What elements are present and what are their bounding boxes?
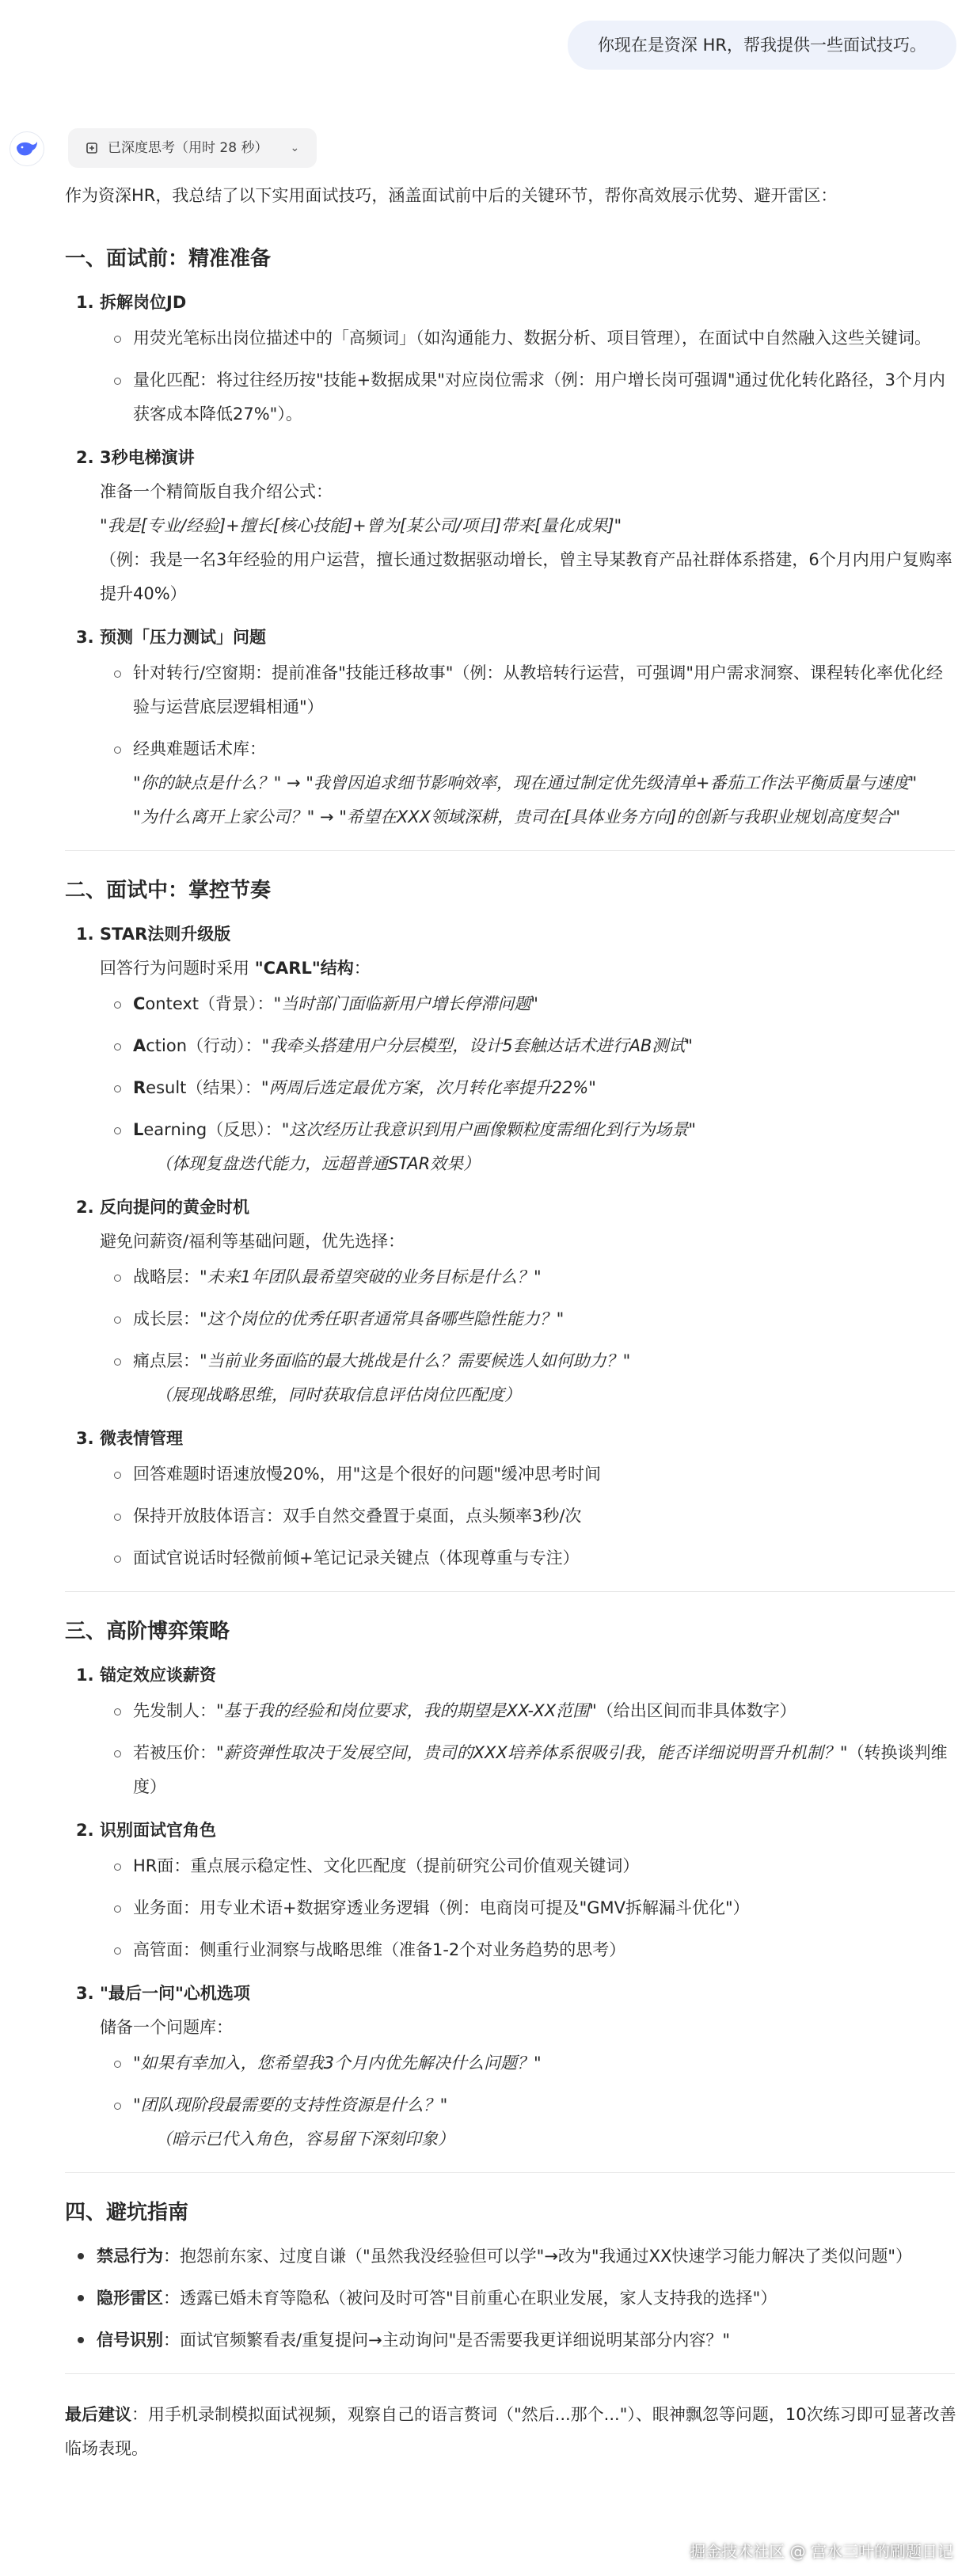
sub-item-label: 战略层： xyxy=(133,1267,200,1286)
whale-logo-icon xyxy=(15,139,39,158)
assistant-response xyxy=(65,179,960,2466)
carl-letter: A xyxy=(133,1036,146,1055)
sub-item: 高管面：侧重行业洞察与战略思维（准备1-2个对业务趋势的思考） xyxy=(112,1933,960,1967)
carl-example: "我牵头搭建用户分层模型，设计5套触达话术进行AB测试" xyxy=(261,1036,693,1055)
lead-bold: "CARL"结构 xyxy=(254,959,354,978)
lead-text: 回答行为问题时采用 xyxy=(100,959,255,978)
sub-item xyxy=(112,1694,960,1728)
note-inline: （给出区间而非具体数字） xyxy=(596,1701,796,1720)
sub-item xyxy=(112,1260,960,1294)
sub-item: HR面：重点展示稳定性、文化匹配度（提前研究公司价值观关键词） xyxy=(112,1849,960,1883)
carl-label: ction（行动）： xyxy=(146,1036,262,1055)
sub-item xyxy=(112,1029,960,1063)
item-number: 1. xyxy=(76,293,94,312)
item-number: 2. xyxy=(76,1198,94,1217)
question-text: "当前业务面临的最大挑战是什么？需要候选人如何助力？" xyxy=(200,1351,631,1370)
item-title: STAR法则升级版 xyxy=(100,925,231,944)
carl-letter: R xyxy=(133,1078,146,1097)
section-heading: 四、避坑指南 xyxy=(65,2201,189,2225)
sub-list xyxy=(100,1694,960,1804)
quote-text: "基于我的经验和岗位要求，我的期望是XX-XX范围" xyxy=(216,1701,597,1720)
list-item xyxy=(76,621,960,834)
final-advice xyxy=(65,2398,960,2466)
item-number: 1. xyxy=(76,1666,94,1685)
formula-text: "我是[专业/经验]+擅长[核心技能]+曾为[某公司/项目]带来[量化成果]" xyxy=(100,516,622,535)
chevron-down-icon: ⌄ xyxy=(290,141,300,154)
sub-item: 业务面：用专业术语+数据穿透业务逻辑（例：电商岗可提及"GMV拆解漏斗优化"） xyxy=(112,1891,960,1925)
paragraph xyxy=(100,952,960,986)
divider xyxy=(65,1591,955,1592)
thinking-label: 已深度思考（用时 28 秒） xyxy=(108,139,268,156)
final-advice-label: 最后建议 xyxy=(65,2405,131,2424)
paragraph: 避免问薪资/福利等基础问题，优先选择： xyxy=(100,1232,405,1251)
sub-item xyxy=(112,1071,960,1105)
item-number: 3. xyxy=(76,628,94,647)
sub-item-label: 成长层： xyxy=(133,1309,200,1328)
section-heading: 三、高阶博弈策略 xyxy=(65,1620,230,1643)
item-title: 锚定效应谈薪资 xyxy=(100,1666,216,1685)
item-label: 信号识别 xyxy=(97,2331,163,2350)
list-item xyxy=(76,2323,960,2358)
list-item xyxy=(76,1977,960,2156)
sub-item: 用荧光笔标出岗位描述中的「高频词」（如沟通能力、数据分析、项目管理），在面试中自然融入这些关键词。 xyxy=(112,321,960,355)
item-number: 1. xyxy=(76,925,94,944)
list-item xyxy=(76,2282,960,2316)
sub-item: 回答难题时语速放慢20%，用"这是个很好的问题"缓冲思考时间 xyxy=(112,1457,960,1491)
section-list xyxy=(65,1658,960,2156)
sub-item: 量化匹配：将过往经历按"技能+数据成果"对应岗位需求（例：用户增长岗可强调"通过优化转化路径，3个月内获客成本降低27%"）。 xyxy=(112,363,960,431)
list-item xyxy=(76,918,960,1181)
divider xyxy=(65,2172,955,2173)
item-title: 识别面试官角色 xyxy=(100,1821,216,1840)
deep-thinking-toggle[interactable] xyxy=(68,128,317,168)
note-text: （暗示已代入角色，容易留下深刻印象） xyxy=(155,2130,454,2149)
list-item xyxy=(76,1191,960,1412)
paragraph: 准备一个精简版自我介绍公式： xyxy=(100,482,333,501)
item-title: 3秒电梯演讲 xyxy=(100,448,195,467)
sub-item: 针对转行/空窗期：提前准备"技能迁移故事"（例：从教培转行运营，可强调"用户需求洞察、课程转化率优化经验与运营底层逻辑相通"） xyxy=(112,656,960,724)
sub-item-label: 痛点层： xyxy=(133,1351,200,1370)
item-label: 禁忌行为 xyxy=(97,2247,163,2266)
user-message-bubble xyxy=(568,21,956,70)
question-text: "这个岗位的优秀任职者通常具备哪些隐性能力？" xyxy=(200,1309,565,1328)
qa-line: "你的缺点是什么？" → "我曾因追求细节影响效率，现在通过制定优先级清单+番茄工作法平衡质量与速度" xyxy=(133,773,918,792)
sub-item xyxy=(112,2088,960,2156)
sub-list xyxy=(100,2046,960,2156)
sub-item xyxy=(112,1302,960,1336)
sub-item xyxy=(112,1736,960,1804)
sub-item-label: 若被压价： xyxy=(133,1743,216,1762)
sub-item-label: 先发制人： xyxy=(133,1701,216,1720)
sub-list xyxy=(100,656,960,834)
sub-item: "如果有幸加入，您希望我3个月内优先解决什么问题？" xyxy=(112,2046,960,2080)
list-item xyxy=(76,286,960,431)
sub-list xyxy=(100,1849,960,1967)
note-text: （体现复盘迭代能力，远超普通STAR效果） xyxy=(155,1154,481,1173)
intro-text: 作为资深HR，我总结了以下实用面试技巧，涵盖面试前中后的关键环节，帮你高效展示优势、避开雷区： xyxy=(65,186,838,205)
section-heading: 二、面试中：掌控节奏 xyxy=(65,879,272,902)
carl-label: esult（结果）： xyxy=(146,1078,261,1097)
sub-item xyxy=(112,1344,960,1412)
qa-line: "为什么离开上家公司？" → "希望在XXX领域深耕，贵司在[具体业务方向]的创新与我职业规划高度契合" xyxy=(133,807,901,826)
carl-example: "当时部门面临新用户增长停滞问题" xyxy=(273,994,538,1013)
list-item xyxy=(76,441,960,611)
sub-list xyxy=(100,1260,960,1412)
section-heading: 一、面试前：精准准备 xyxy=(65,247,272,271)
item-number: 2. xyxy=(76,1821,94,1840)
item-label: 隐形雷区 xyxy=(97,2289,163,2308)
watermark: 掘金技术社区 @ 宫水三叶的刷题日记 xyxy=(690,2542,953,2561)
item-text: ：透露已婚未育等隐私（被问及时可答"目前重心在职业发展，家人支持我的选择"） xyxy=(163,2289,777,2308)
item-number: 2. xyxy=(76,448,94,467)
carl-label: earning（反思）： xyxy=(143,1120,282,1139)
section-list xyxy=(65,918,960,1575)
note-inline: （转换谈判维度） xyxy=(133,1743,948,1796)
list-item xyxy=(76,2240,960,2274)
carl-letter: C xyxy=(133,994,146,1013)
list-item xyxy=(76,1422,960,1575)
item-number: 3. xyxy=(76,1984,94,2003)
list-item xyxy=(76,1658,960,1804)
item-title: 微表情管理 xyxy=(100,1429,183,1448)
item-title: 拆解岗位JD xyxy=(100,293,187,312)
item-title: 反向提问的黄金时机 xyxy=(100,1198,249,1217)
list-item xyxy=(76,1814,960,1967)
final-advice-text: ：用手机录制模拟面试视频，观察自己的语言赘词（"然后...那个..."）、眼神飘忽等问题，10次练习即可显著改善临场表现。 xyxy=(65,2405,956,2458)
carl-example: "这次经历让我意识到用户画像颗粒度需细化到行为场景" xyxy=(281,1120,697,1139)
sub-item xyxy=(112,987,960,1021)
carl-letter: L xyxy=(133,1120,144,1139)
thinking-icon xyxy=(86,142,98,154)
carl-label: ontext（背景）： xyxy=(145,994,274,1013)
sub-item: 保持开放肢体语言：双手自然交叠置于桌面，点头频率3秒/次 xyxy=(112,1499,960,1533)
item-number: 3. xyxy=(76,1429,94,1448)
assistant-avatar xyxy=(10,131,44,166)
section-list xyxy=(65,2240,960,2358)
section-list xyxy=(65,286,960,834)
sub-item-label: 经典难题话术库： xyxy=(133,739,266,758)
item-title: 预测「压力测试」问题 xyxy=(100,628,266,647)
sub-item: 面试官说话时轻微前倾+笔记记录关键点（体现尊重与专注） xyxy=(112,1541,960,1575)
question-text: "未来1年团队最希望突破的业务目标是什么？" xyxy=(200,1267,542,1286)
divider xyxy=(65,2373,955,2374)
note-text: （展现战略思维，同时获取信息评估岗位匹配度） xyxy=(155,1385,521,1404)
user-message-text: 你现在是资深 HR，帮我提供一些面试技巧。 xyxy=(597,36,926,55)
carl-example: "两周后选定最优方案，次月转化率提升22%" xyxy=(260,1078,596,1097)
quote-text: "团队现阶段最需要的支持性资源是什么？" xyxy=(133,2095,448,2114)
item-text: ：抱怨前东家、过度自谦（"虽然我没经验但可以学"→改为"我通过XX快速学习能力解决了类似问题"） xyxy=(163,2247,913,2266)
lead-punct: ： xyxy=(353,959,371,978)
sub-item xyxy=(112,732,960,834)
sub-list xyxy=(100,987,960,1181)
example-text: （例：我是一名3年经验的用户运营，擅长通过数据驱动增长，曾主导某教育产品社群体系搭建，6个月内用户复购率提升40%） xyxy=(100,550,952,603)
divider xyxy=(65,850,955,851)
quote-text: "薪资弹性取决于发展空间，贵司的XXX培养体系很吸引我，能否详细说明晋升机制？" xyxy=(216,1743,848,1762)
sub-list xyxy=(100,321,960,431)
item-text: ：面试官频繁看表/重复提问→主动询问"是否需要我更详细说明某部分内容？" xyxy=(163,2331,730,2350)
item-title: "最后一问"心机选项 xyxy=(100,1984,250,2003)
sub-list xyxy=(100,1457,960,1575)
sub-item xyxy=(112,1113,960,1181)
paragraph: 储备一个问题库： xyxy=(100,2018,233,2037)
